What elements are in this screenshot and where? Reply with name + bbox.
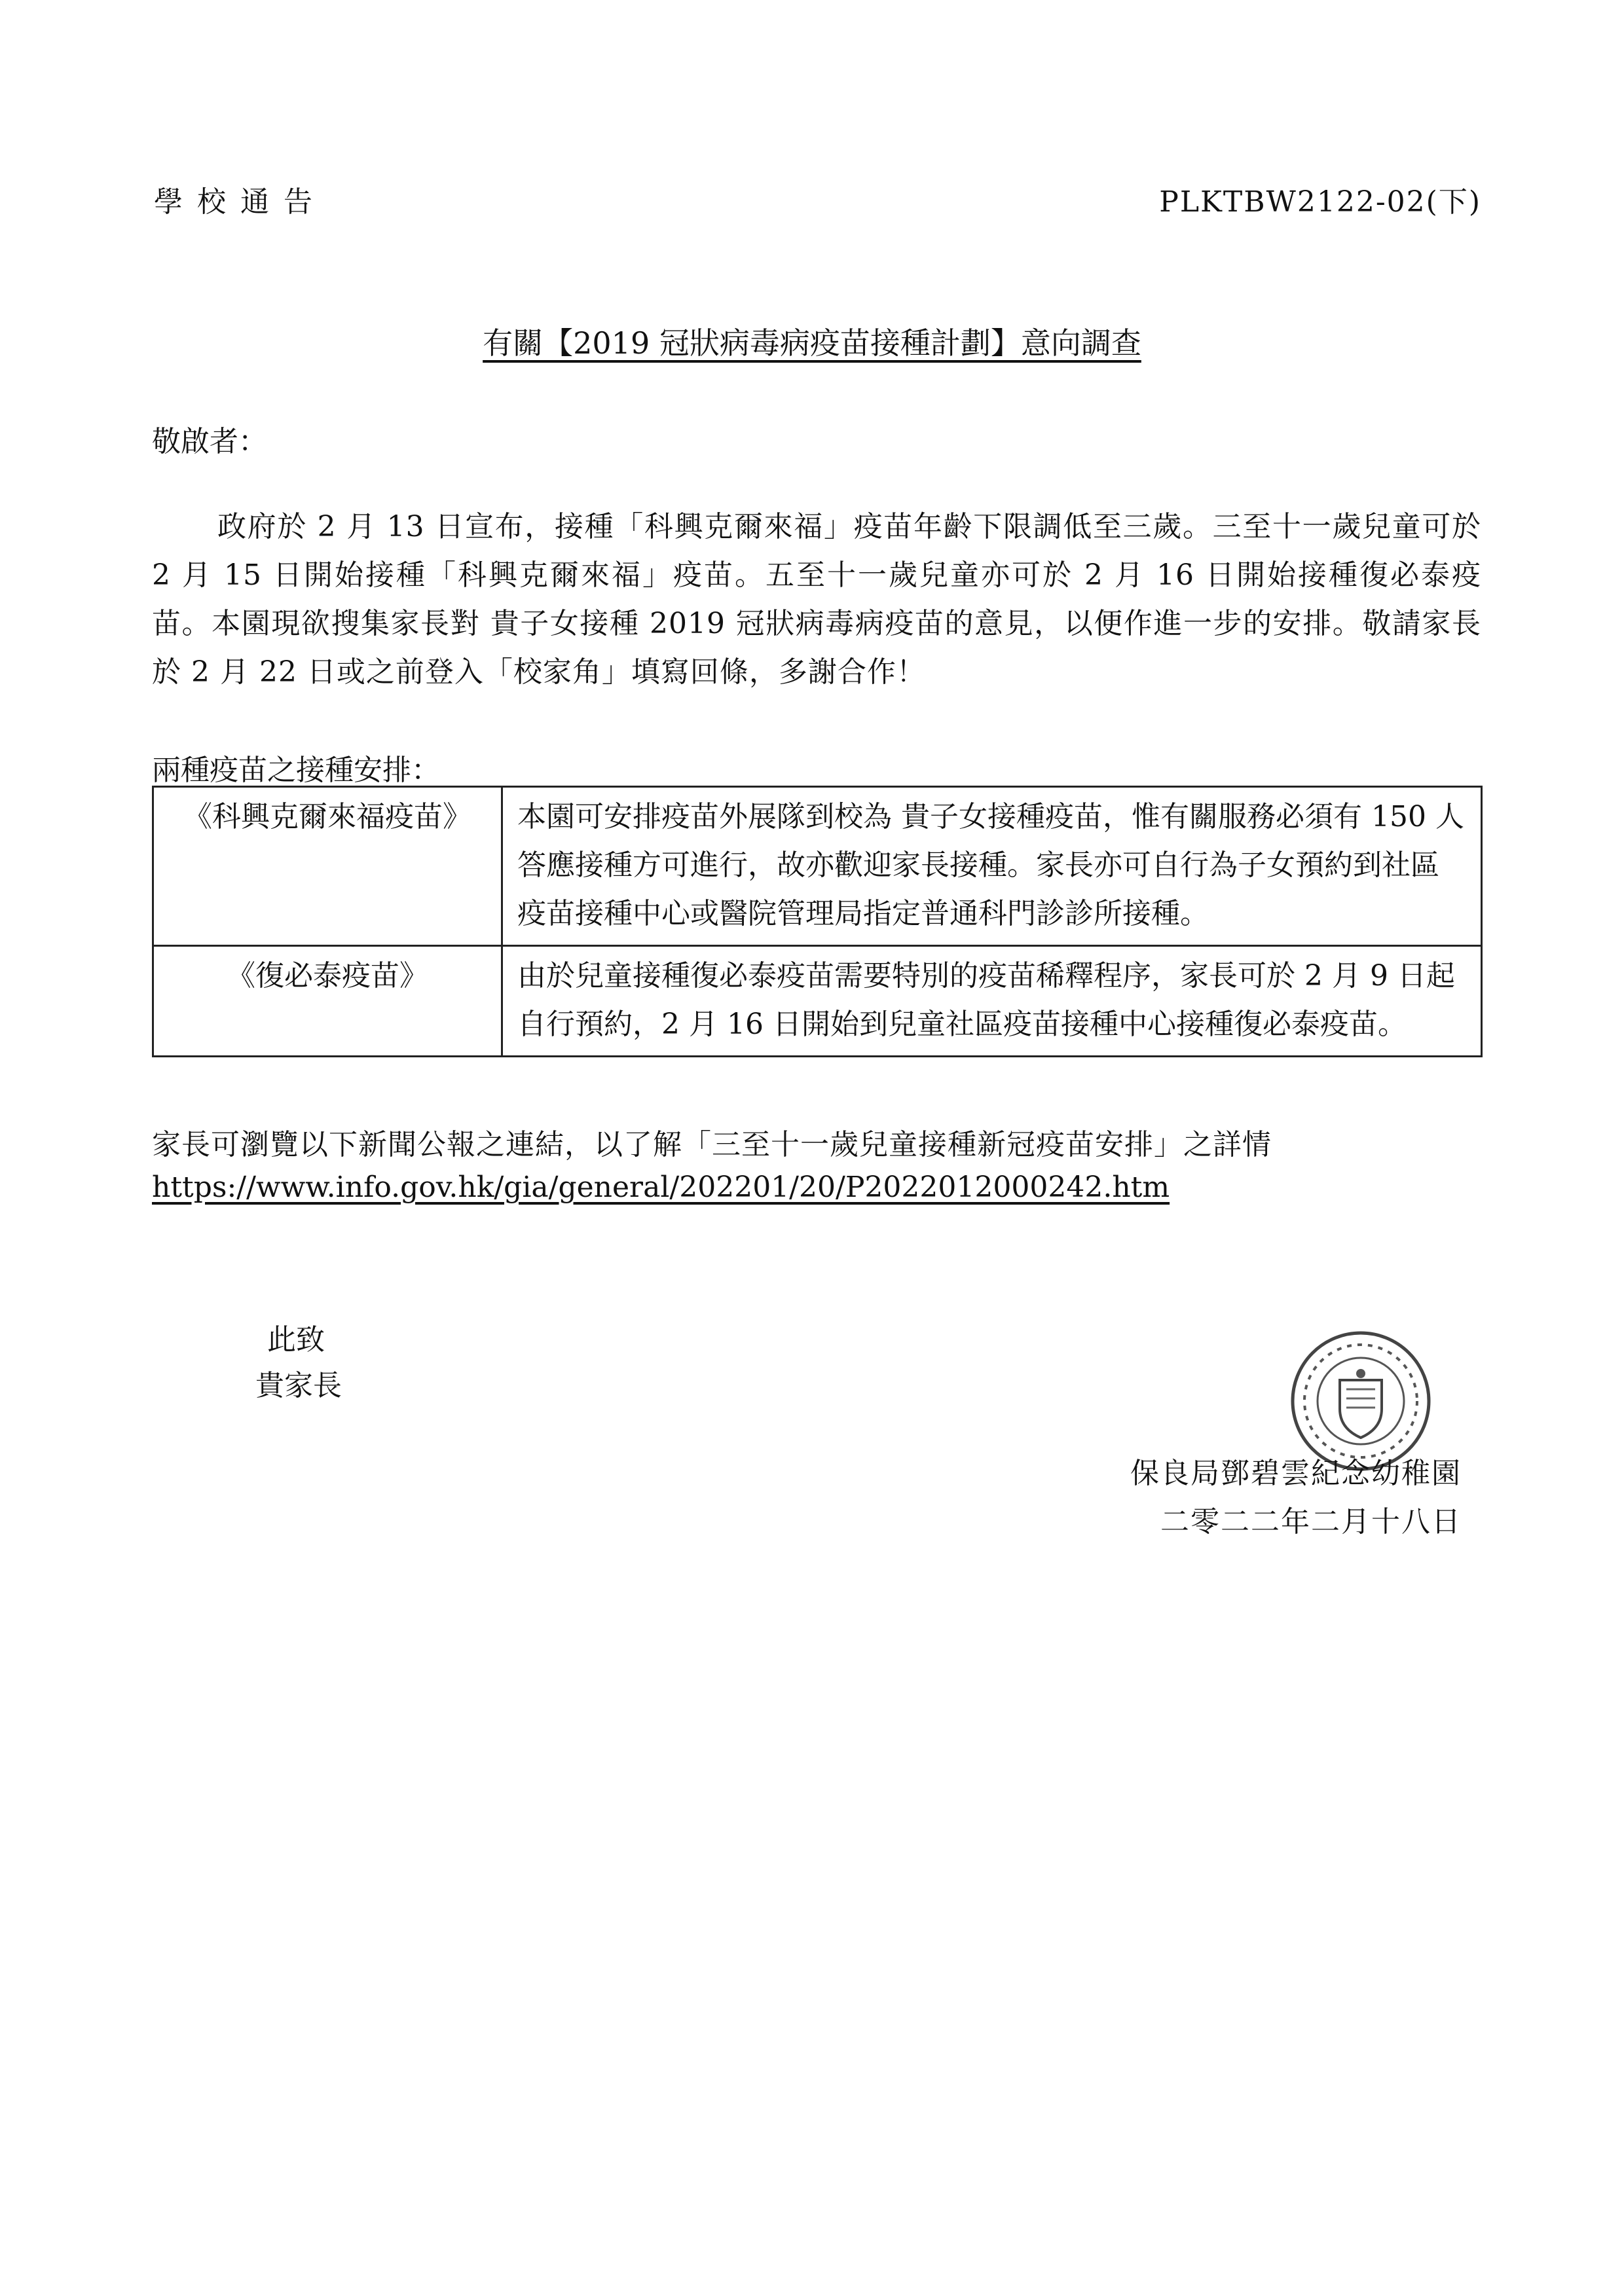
notice-type: 學校通告 (154, 185, 327, 219)
table-row (153, 787, 1482, 946)
vaccine-name-cell: 《科興克爾來福疫苗》 (153, 787, 502, 946)
table-caption: 兩種疫苗之接種安排： (152, 754, 440, 787)
school-name: 保良局鄧碧雲紀念幼稚園 (1130, 1457, 1462, 1490)
closing-line-1: 此致 (267, 1323, 325, 1357)
body-paragraph: 政府於 2 月 13 日宣布，接種「科興克爾來福」疫苗年齡下限調低至三歲。三至十一歲兒童可於 2 月 15 日開始接種「科興克爾來福」疫苗。五至十一歲兒童亦可於 2 月 16 日開始接種復必泰疫苗。本園現欲搜集家長對 貴子女接種 2019 冠狀病毒病疫苗的意見，以便作進一步的安排。敬請家長於 2 月 22 日或之前登入「校家角」填寫回條，多謝合作！ (152, 510, 1481, 689)
reference-code: PLKTBW2122-02(下) (1159, 185, 1481, 219)
table-row (153, 946, 1482, 1057)
closing-line-2: 貴家長 (255, 1369, 342, 1402)
vaccine-schedule-table (152, 786, 1483, 1057)
document-title: 有關【2019 冠狀病毒病疫苗接種計劃】意向調查 (483, 325, 1141, 361)
issue-date: 二零二二年二月十八日 (1160, 1505, 1462, 1539)
arrangement-cell: 本園可安排疫苗外展隊到校為 貴子女接種疫苗，惟有關服務必須有 150 人答應接種方可進行，故亦歡迎家長接種。家長亦可自行為子女預約到社區疫苗接種中心或醫院管理局指定普通科門診診所接種。 (502, 787, 1482, 946)
arrangement-cell: 由於兒童接種復必泰疫苗需要特別的疫苗稀釋程序，家長可於 2 月 9 日起自行預約，2 月 16 日開始到兒童社區疫苗接種中心接種復必泰疫苗。 (502, 946, 1482, 1057)
press-release-link[interactable]: https://www.info.gov.hk/gia/general/202201/20/P2022012000242.htm (152, 1171, 1170, 1204)
salutation: 敬啟者： (152, 425, 267, 458)
link-intro-text: 家長可瀏覽以下新聞公報之連結，以了解「三至十一歲兒童接種新冠疫苗安排」之詳情 (152, 1128, 1272, 1161)
vaccine-name-cell: 《復必泰疫苗》 (153, 946, 502, 1057)
